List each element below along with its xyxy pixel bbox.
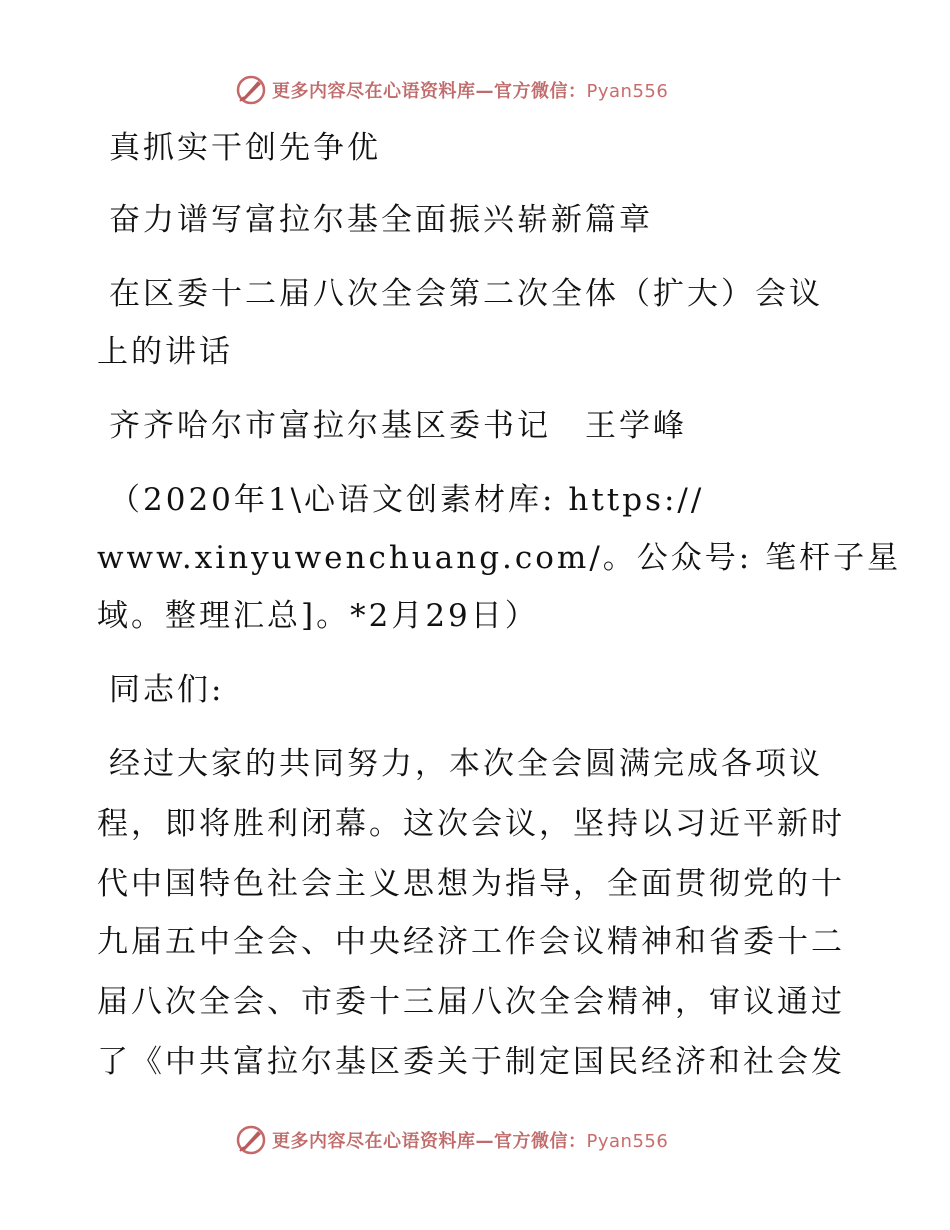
title-line-1: 真抓实干创先争优 — [109, 130, 381, 166]
body-line-1: 经过大家的共同努力，本次全会圆满完成各项议 — [109, 746, 823, 782]
author-line: 齐齐哈尔市富拉尔基区委书记 王学峰 — [109, 408, 687, 444]
title-line-4: 上的讲话 — [97, 334, 233, 370]
body-line-3: 代中国特色社会主义思想为指导，全面贯彻党的十 — [97, 866, 845, 902]
body-line-6: 了《中共富拉尔基区委关于制定国民经济和社会发 — [97, 1044, 845, 1080]
title-line-2: 奋力谱写富拉尔基全面振兴崭新篇章 — [109, 202, 653, 238]
body-line-4: 九届五中全会、中央经济工作会议精神和省委十二 — [97, 924, 845, 960]
banner-text: 更多内容尽在心语资料库—官方微信：Pyan556 — [272, 81, 669, 102]
body-line-5: 届八次全会、市委十三届八次全会精神，审议通过 — [97, 984, 845, 1020]
body-line-2: 程，即将胜利闭幕。这次会议，坚持以习近平新时 — [97, 806, 845, 842]
banner-wechat-id: Pyan556 — [586, 81, 669, 102]
salutation: 同志们: — [109, 672, 225, 708]
footer-banner — [234, 1120, 754, 1160]
date-line-1: （2020年1\心语文创素材库: https:// — [109, 482, 705, 518]
title-line-3: 在区委十二届八次全会第二次全体（扩大）会议 — [109, 276, 823, 312]
banner-wechat-id: Pyan556 — [586, 1131, 669, 1152]
quill-pen-icon — [234, 1123, 268, 1157]
header-banner — [234, 70, 754, 110]
date-line-3: 域。整理汇总]。*2月29日） — [97, 598, 539, 634]
date-line-2: www.xinyuwenchuang.com/。公众号: 笔杆子星 — [97, 540, 902, 576]
banner-text: 更多内容尽在心语资料库—官方微信：Pyan556 — [272, 1131, 669, 1152]
quill-pen-icon — [234, 73, 268, 107]
